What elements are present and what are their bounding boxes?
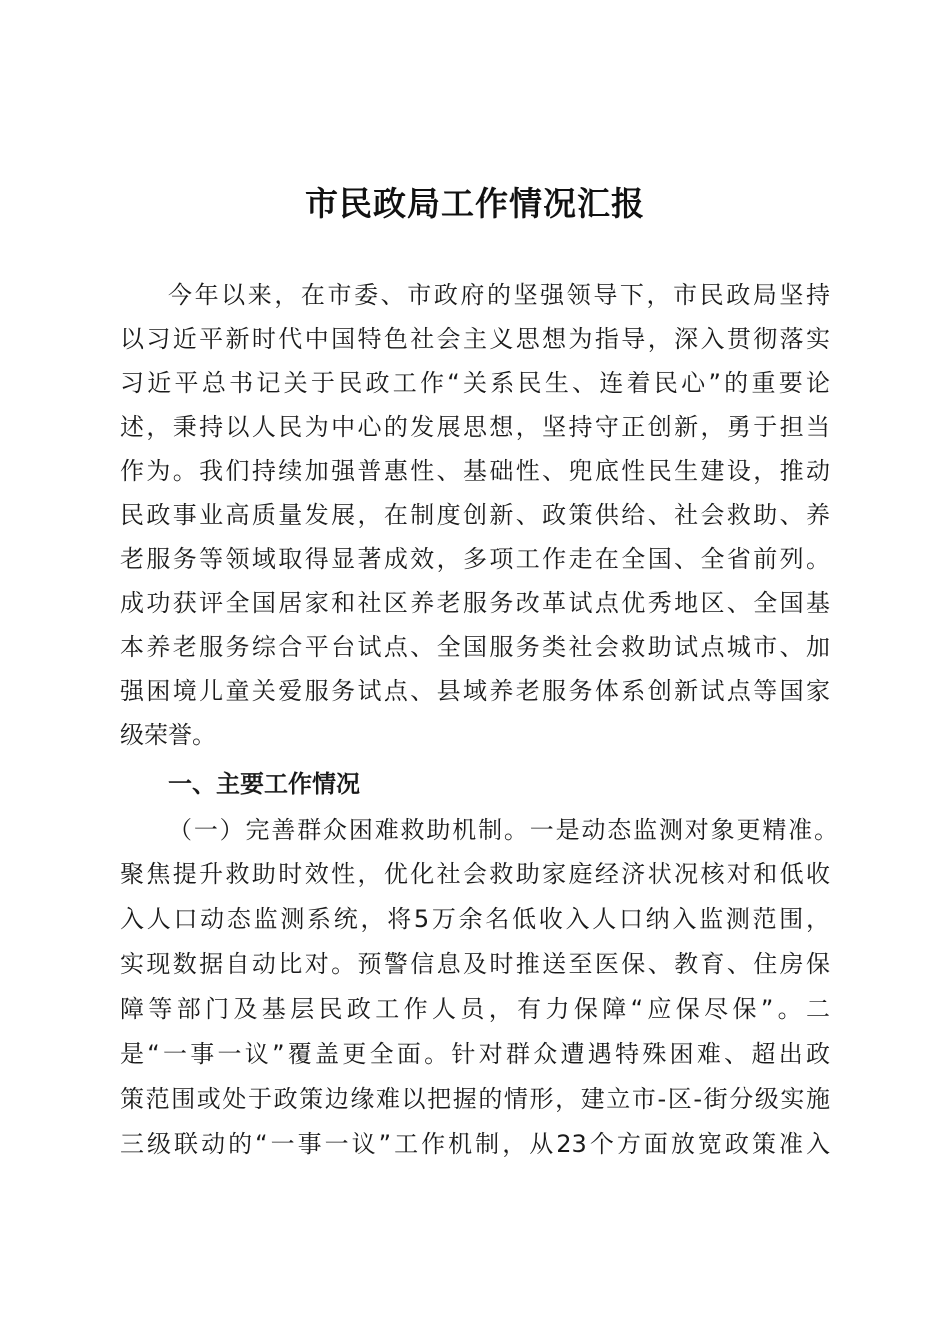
paragraph-line: 策范围或处于政策边缘难以把握的情形，建立市-区-街分级实施 <box>120 1085 830 1113</box>
paragraph-line: 成功获评全国居家和社区养老服务改革试点优秀地区、全国基 <box>120 589 830 617</box>
paragraph-line: 聚焦提升救助时效性，优化社会救助家庭经济状况核对和低收 <box>120 860 830 888</box>
paragraph-line: 障等部门及基层民政工作人员，有力保障“应保尽保”。二 <box>120 995 830 1023</box>
paragraph-line: 级荣誉。 <box>120 721 216 749</box>
paragraph-line: 入人口动态监测系统，将5万余名低收入人口纳入监测范围， <box>120 905 830 933</box>
paragraph-line: 述，秉持以人民为中心的发展思想，坚持守正创新，勇于担当 <box>120 413 830 441</box>
paragraph-line: （一）完善群众困难救助机制。一是动态监测对象更精准。 <box>168 816 838 844</box>
paragraph-line: 三级联动的“一事一议”工作机制，从23个方面放宽政策准入 <box>120 1130 830 1158</box>
paragraph-line: 作为。我们持续加强普惠性、基础性、兜底性民生建设，推动 <box>120 457 830 485</box>
paragraph-line: 强困境儿童关爱服务试点、县域养老服务体系创新试点等国家 <box>120 677 830 705</box>
paragraph-line: 老服务等领域取得显著成效，多项工作走在全国、全省前列。 <box>120 545 830 573</box>
paragraph-line: 实现数据自动比对。预警信息及时推送至医保、教育、住房保 <box>120 950 830 978</box>
paragraph-line: 今年以来，在市委、市政府的坚强领导下，市民政局坚持 <box>168 281 830 309</box>
paragraph-line: 本养老服务综合平台试点、全国服务类社会救助试点城市、加 <box>120 633 830 661</box>
paragraph-line: 以习近平新时代中国特色社会主义思想为指导，深入贯彻落实 <box>120 325 830 353</box>
document-title: 市民政局工作情况汇报 <box>305 184 645 223</box>
paragraph-line: 是“一事一议”覆盖更全面。针对群众遭遇特殊困难、超出政 <box>120 1040 830 1068</box>
section-heading: 一、主要工作情况 <box>168 770 360 798</box>
paragraph-line: 民政事业高质量发展，在制度创新、政策供给、社会救助、养 <box>120 501 830 529</box>
paragraph-line: 习近平总书记关于民政工作“关系民生、连着民心”的重要论 <box>120 369 830 397</box>
